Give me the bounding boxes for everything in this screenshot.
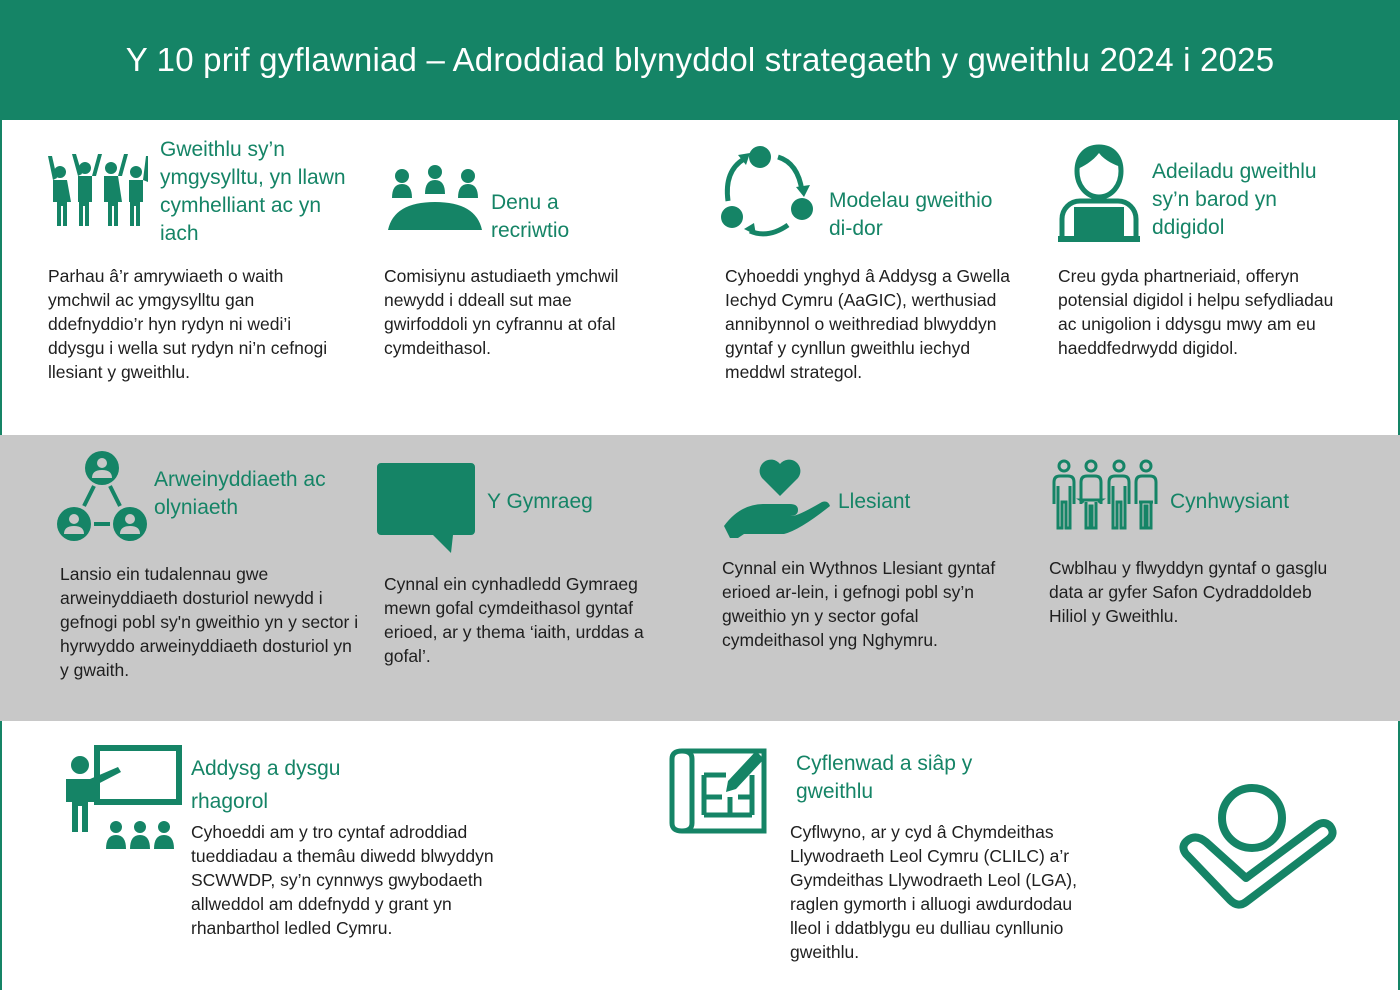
diverse-people-icon xyxy=(1050,458,1160,530)
card-title: Addysg a dysgu rhagorol xyxy=(191,757,341,813)
card-title: Modelau gweithio di-dor xyxy=(829,189,993,240)
card-body: Lansio ein tudalennau gwe arweinyddiaeth dosturiol newydd i gefnogi pobl sy'n gweithio yn y sector i hyrwyddo arweinyddiaeth dosturiol yn y gwaith. xyxy=(60,564,359,680)
card-title: Y Gymraeg xyxy=(487,490,593,513)
teacher-at-board-icon xyxy=(62,745,182,855)
header-banner xyxy=(0,0,1400,120)
card-title: Denu a recriwtio xyxy=(491,191,570,242)
card-body: Creu gyda phartneriaid, offeryn potensial digidol i helpu sefydliadau ac unigolion i ddysgu mwy am eu haeddfedrwydd digidol. xyxy=(1058,266,1334,358)
card-title: Cyflenwad a siâp y gweithlu xyxy=(796,752,973,803)
card-body: Cyhoeddi ynghyd â Addysg a Gwella Iechyd Cymru (AaGIC), werthusiad annibynnol o weithrediad blwyddyn gyntaf y cynllun gweithlu iechyd meddwl strategol. xyxy=(725,266,1011,382)
card-title: Llesiant xyxy=(838,490,911,513)
social-care-wales-logo-icon xyxy=(1178,778,1338,910)
person-at-laptop-icon xyxy=(1058,143,1140,243)
card-body: Comisiynu astudiaeth ymchwil newydd i ddeall sut mae gwirfoddoli yn cyfrannu at ofal cymdeithasol. xyxy=(384,266,619,358)
card-body: Cwblhau y flwyddyn gyntaf o gasglu data ar gyfer Safon Cydraddoldeb Hiliol y Gweithlu. xyxy=(1049,558,1328,626)
card-body: Cyhoeddi am y tro cyntaf adroddiad tueddiadau a themâu diwedd blwyddyn SCWWDP, sy’n cynnwys gwybodaeth allweddol am ddefnydd y grant yn rhanbarthol ledled Cymru. xyxy=(191,822,494,938)
heart-in-hand-icon xyxy=(722,452,830,538)
card-title: Arweinyddiaeth ac olyniaeth xyxy=(154,468,326,519)
meeting-table-icon xyxy=(386,164,484,234)
card-title: Adeiladu gweithlu sy’n barod yn ddigidol xyxy=(1152,160,1317,239)
card-title: Gweithlu sy’n ymgysylltu, yn llawn cymhelliant ac yn iach xyxy=(160,138,346,245)
card-body: Cyflwyno, ar y cyd â Chymdeithas Llywodraeth Leol Cymru (CLILC) a’r Gymdeithas Llywodraeth Leol (LGA), raglen gymorth i alluogi awdurdodau lleol i ddatblygu eu dulliau cynllunio gweithlu. xyxy=(790,822,1077,962)
cycle-arrows-icon xyxy=(720,143,816,243)
leadership-network-icon xyxy=(56,450,148,542)
card-title: Cynhwysiant xyxy=(1170,490,1290,513)
page-title: Y 10 prif gyflawniad – Adroddiad blynyddol strategaeth y gweithlu 2024 i 2025 xyxy=(125,41,1275,78)
blueprint-plan-icon xyxy=(668,745,768,835)
card-body: Cynnal ein cynhadledd Gymraeg mewn gofal cymdeithasol gyntaf erioed, ar y thema ‘iaith, urddas a gofal’. xyxy=(384,574,644,666)
card-body: Cynnal ein Wythnos Llesiant gyntaf erioed ar-lein, i gefnogi pobl sy’n gweithio yn y sector gofal cymdeithasol yng Nghymru. xyxy=(722,558,996,650)
card-body: Parhau â’r amrywiaeth o waith ymchwil ac ymgysylltu gan ddefnyddio’r hyn rydyn ni wedi’i ddysgu i wella sut rydyn ni’n cefnogi llesiant y gweithlu. xyxy=(48,266,328,382)
speech-bubble-icon xyxy=(377,463,475,553)
group-of-people-cheering-icon xyxy=(48,150,148,228)
